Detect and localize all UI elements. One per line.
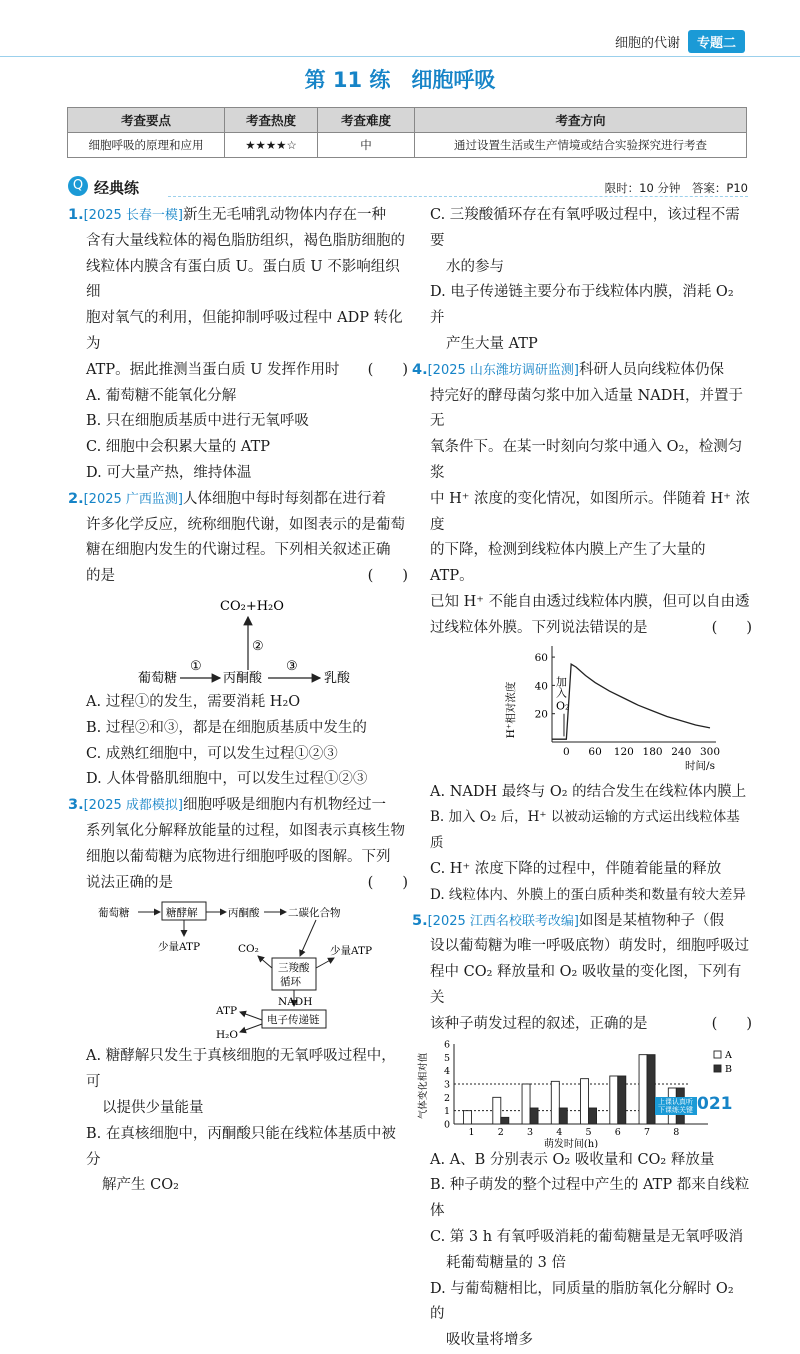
chapter-name: 细胞的代谢 — [615, 32, 680, 51]
x-tick-label: 4 — [556, 1127, 562, 1138]
bar-a — [639, 1054, 647, 1123]
question-1 — [68, 203, 408, 487]
x-tick-label: 8 — [673, 1127, 679, 1138]
stem-line: 程中 CO₂ 释放量和 O₂ 吸收量的变化图，下列有关 — [412, 960, 752, 1012]
bar-a — [522, 1084, 530, 1124]
diagram-label-top: CO₂+H₂O — [220, 599, 284, 614]
y-tick-label: 2 — [444, 1092, 450, 1103]
question-source: [2025 长春一模] — [84, 208, 183, 223]
question-number: 4. — [412, 362, 428, 378]
d3-tca-1: 三羧酸 — [278, 961, 310, 974]
stem-line: 的是 — [86, 568, 115, 584]
x-tick-label: 240 — [671, 746, 691, 758]
d3-arrow — [240, 1012, 262, 1020]
d3-arrow — [316, 958, 334, 968]
option-a: A. 葡萄糖不能氧化分解 — [68, 384, 408, 410]
option-c: C. 成熟红细胞中，可以发生过程①②③ — [68, 742, 408, 768]
d3-atp-small-1: 少量ATP — [158, 940, 200, 953]
stem-line: 已知 H⁺ 不能自由透过线粒体内膜，但可以自由透 — [412, 590, 752, 616]
y-axis-label: 气体变化相对值 — [417, 1052, 429, 1119]
info-header: 考查热度 — [225, 108, 318, 133]
x-tick-label: 6 — [615, 1127, 621, 1138]
x-tick-label: 7 — [644, 1127, 650, 1138]
question-source: [2025 广西监测] — [84, 492, 183, 507]
hplus-concentration-chart — [412, 642, 752, 780]
page-header — [0, 0, 800, 66]
d3-pyruvate: 丙酮酸 — [228, 906, 260, 919]
legend-swatch-b — [714, 1065, 721, 1072]
stem-line: 糖在细胞内发生的代谢过程。下列相关叙述正确 — [68, 538, 408, 564]
question-source: [2025 江西名校联考改编] — [428, 914, 579, 929]
annotation-line-1: 加 — [556, 674, 567, 688]
d3-atp: ATP — [215, 1005, 237, 1017]
question-2 — [68, 487, 408, 793]
stem-line: 线粒体内膜含有蛋白质 U。蛋白质 U 不影响组织细 — [68, 255, 408, 307]
section-header — [68, 176, 748, 196]
d3-c2: 二碳化合物 — [288, 906, 341, 919]
stem-line: 胞对氧气的利用，但能抑制呼吸过程中 ADP 转化为 — [68, 306, 408, 358]
x-tick-label: 120 — [614, 746, 634, 758]
question-number: 1. — [68, 207, 84, 223]
y-tick-label: 6 — [444, 1039, 450, 1050]
option-a: A. 糖酵解只发生于真核细胞的无氧呼吸过程中，可 — [68, 1044, 408, 1096]
option-b: B. 只在细胞质基质中进行无氧呼吸 — [68, 409, 408, 435]
option-c: C. 细胞中会积累大量的 ATP — [68, 435, 408, 461]
bar-a — [464, 1110, 472, 1123]
bar-a — [581, 1078, 589, 1123]
stem-line: 氧条件下。在某一时刻向匀浆中通入 O₂，检测匀浆 — [412, 435, 752, 487]
info-header: 考查要点 — [68, 108, 225, 133]
question-4 — [412, 358, 752, 909]
d3-tca-2: 循环 — [280, 976, 301, 988]
x-tick-label: 5 — [586, 1127, 592, 1138]
gas-change-bar-chart — [412, 1038, 752, 1148]
option-b: B. 在真核细胞中，丙酮酸只能在线粒体基质中被分 — [68, 1122, 408, 1174]
right-column — [412, 203, 752, 1354]
x-axis-label: 萌发时间(h) — [544, 1137, 598, 1148]
stem-line: 该种子萌发过程的叙述，正确的是 — [430, 1016, 648, 1032]
bar-b — [647, 1054, 655, 1123]
y-tick-label: 0 — [444, 1119, 450, 1130]
stem-line: 细胞呼吸是细胞内有机物经过一 — [183, 797, 386, 813]
stem-line: 说法正确的是 — [86, 875, 173, 891]
option-c: C. H⁺ 浓度下降的过程中，伴随着能量的释放 — [412, 857, 752, 883]
question-number: 3. — [68, 797, 84, 813]
step-2-label: ② — [252, 639, 264, 654]
d3-nadh: NADH — [278, 996, 312, 1008]
option-d: D. 电子传递链主要分布于线粒体内膜，消耗 O₂ 并 — [412, 280, 752, 332]
bar-b — [559, 1108, 567, 1124]
x-tick-label: 180 — [643, 746, 663, 758]
d3-h2o: H₂O — [216, 1029, 238, 1041]
d3-atp-small-2: 少量ATP — [330, 944, 372, 957]
stem-line: 新生无毛哺乳动物体内存在一种 — [183, 207, 386, 223]
info-cell: ★★★★☆ — [225, 133, 318, 158]
option-b: B. 种子萌发的整个过程中产生的 ATP 都来自线粒体 — [412, 1173, 752, 1225]
bar-a — [610, 1076, 618, 1124]
question-number: 2. — [68, 491, 84, 507]
option-a: A. NADH 最终与 O₂ 的结合发生在线粒体内膜上 — [412, 780, 752, 806]
diagram-lactate: 乳酸 — [324, 671, 351, 686]
section-icon: Q — [68, 176, 88, 196]
stem-line: 过线粒体外膜。下列说法错误的是 — [430, 620, 648, 636]
legend-swatch-a — [714, 1051, 721, 1058]
d3-glycolysis: 糖酵解 — [166, 906, 198, 919]
diagram-pyruvate: 丙酮酸 — [223, 671, 263, 686]
stem-line: 设以葡萄糖为唯一呼吸底物）萌发时，细胞呼吸过 — [412, 934, 752, 960]
option-d: D. 可大量产热，维持体温 — [68, 461, 408, 487]
step-1-label: ① — [190, 659, 202, 674]
y-axis-label: H⁺相对浓度 — [504, 681, 517, 738]
d3-arrow — [258, 956, 272, 968]
bar-b — [530, 1108, 538, 1124]
d3-arrow — [240, 1024, 262, 1032]
time-limit: 限时：10 分钟 答案：P10 — [605, 180, 748, 196]
stem-line: 含有大量线粒体的褐色脂肪组织，褐色脂肪细胞的 — [68, 229, 408, 255]
option-d: D. 人体骨骼肌细胞中，可以发生过程①②③ — [68, 767, 408, 793]
bar-b — [501, 1117, 509, 1124]
stem-line: 系列氧化分解释放能量的过程，如图表示真核生物 — [68, 819, 408, 845]
answer-bracket: ( ) — [368, 564, 408, 590]
x-tick-label: 2 — [498, 1127, 504, 1138]
stem-line: 的下降，检测到线粒体内膜上产生了大量的 ATP。 — [412, 538, 752, 590]
cell-respiration-diagram — [68, 896, 408, 1044]
y-tick-label: 1 — [444, 1106, 450, 1117]
section-divider — [168, 195, 748, 197]
d3-co2: CO₂ — [238, 943, 259, 955]
answer-bracket: ( ) — [368, 358, 408, 384]
stem-line: 如图是某植物种子（假 — [579, 913, 724, 929]
info-table — [67, 107, 747, 158]
d3-etc: 电子传递链 — [267, 1013, 320, 1026]
info-header: 考查难度 — [318, 108, 415, 133]
y-tick-label: 20 — [535, 708, 548, 720]
bar-b — [618, 1076, 626, 1124]
page-footer — [655, 1096, 745, 1114]
option-d: D. 线粒体内、外膜上的蛋白质种类和数量有较大差异 — [412, 883, 752, 909]
stem-line: 科研人员向线粒体仍保 — [579, 362, 724, 378]
info-cell: 细胞呼吸的原理和应用 — [68, 133, 225, 158]
stem-line: ATP。据此推测当蛋白质 U 发挥作用时 — [86, 362, 340, 378]
stem-line: 细胞以葡萄糖为底物进行细胞呼吸的图解。下列 — [68, 845, 408, 871]
x-tick-label: 1 — [469, 1127, 475, 1138]
option-c-cont: 水的参与 — [412, 255, 752, 281]
option-d-cont: 吸收量将增多 — [412, 1328, 752, 1354]
stem-line: 人体细胞中每时每刻都在进行着 — [183, 491, 386, 507]
d3-glucose: 葡萄糖 — [98, 906, 130, 919]
d3-arrow — [300, 920, 316, 956]
glucose-metabolism-diagram — [68, 590, 408, 690]
series-line — [552, 664, 710, 739]
bar-a — [551, 1081, 559, 1124]
option-c: C. 第 3 h 有氧呼吸消耗的葡萄糖量是无氧呼吸消 — [412, 1225, 752, 1251]
stem-line: 许多化学反应，统称细胞代谢，如图表示的是葡萄 — [68, 513, 408, 539]
option-c: C. 三羧酸循环存在有氧呼吸过程中，该过程不需要 — [412, 203, 752, 255]
question-5 — [412, 909, 752, 1354]
diagram-glucose: 葡萄糖 — [138, 670, 177, 686]
left-column — [68, 203, 408, 1199]
option-c-cont: 耗葡萄糖量的 3 倍 — [412, 1251, 752, 1277]
annotation-line-3: O₂ — [556, 699, 569, 712]
answer-bracket: ( ) — [712, 1012, 752, 1038]
x-tick-label: 3 — [527, 1127, 533, 1138]
page-number: 021 — [697, 1094, 733, 1114]
legend-label: A — [724, 1050, 732, 1061]
y-tick-label: 60 — [535, 652, 548, 664]
stem-line: 持完好的酵母菌匀浆中加入适量 NADH，并置于无 — [412, 384, 752, 436]
option-b: B. 加入 O₂ 后，H⁺ 以被动运输的方式运出线粒体基质 — [412, 805, 752, 857]
info-header: 考查方向 — [415, 108, 747, 133]
topic-badge: 专题二 — [688, 30, 745, 53]
option-a-cont: 以提供少量能量 — [68, 1096, 408, 1122]
option-d: D. 与葡萄糖相比，同质量的脂肪氧化分解时 O₂ 的 — [412, 1277, 752, 1329]
option-b: B. 过程②和③，都是在细胞质基质中发生的 — [68, 716, 408, 742]
y-tick-label: 3 — [444, 1079, 450, 1090]
bar-b — [589, 1108, 597, 1124]
answer-bracket: ( ) — [712, 616, 752, 642]
header-divider — [0, 56, 800, 57]
y-tick-label: 40 — [535, 680, 548, 692]
annotation-line-2: 入 — [556, 685, 567, 699]
page-title: 第 11 练 细胞呼吸 — [0, 64, 800, 94]
option-a: A. A、B 分别表示 O₂ 吸收量和 CO₂ 释放量 — [412, 1148, 752, 1174]
answer-bracket: ( ) — [368, 871, 408, 897]
stem-line: 中 H⁺ 浓度的变化情况，如图所示。伴随着 H⁺ 浓度 — [412, 487, 752, 539]
question-source: [2025 山东潍坊调研监测] — [428, 363, 579, 378]
info-cell: 中 — [318, 133, 415, 158]
y-tick-label: 5 — [444, 1052, 450, 1063]
legend-label: B — [725, 1064, 732, 1075]
x-tick-label: 60 — [588, 746, 601, 758]
x-tick-label: 0 — [563, 746, 570, 758]
step-3-label: ③ — [286, 659, 298, 674]
bar-a — [493, 1097, 501, 1124]
question-3 — [68, 793, 408, 1199]
section-name: 经典练 — [94, 177, 139, 198]
info-cell: 通过设置生活或生产情境或结合实验探究进行考查 — [415, 133, 747, 158]
question-source: [2025 成都模拟] — [84, 798, 183, 813]
y-tick-label: 4 — [444, 1066, 450, 1077]
x-tick-label: 300 — [700, 746, 720, 758]
question-number: 5. — [412, 913, 428, 929]
option-b-cont: 解产生 CO₂ — [68, 1173, 408, 1199]
option-d-cont: 产生大量 ATP — [412, 332, 752, 358]
option-a: A. 过程①的发生，需要消耗 H₂O — [68, 690, 408, 716]
footer-tag: 上课认真听 下课练关键 — [655, 1097, 697, 1115]
x-axis-label: 时间/s — [685, 759, 715, 772]
